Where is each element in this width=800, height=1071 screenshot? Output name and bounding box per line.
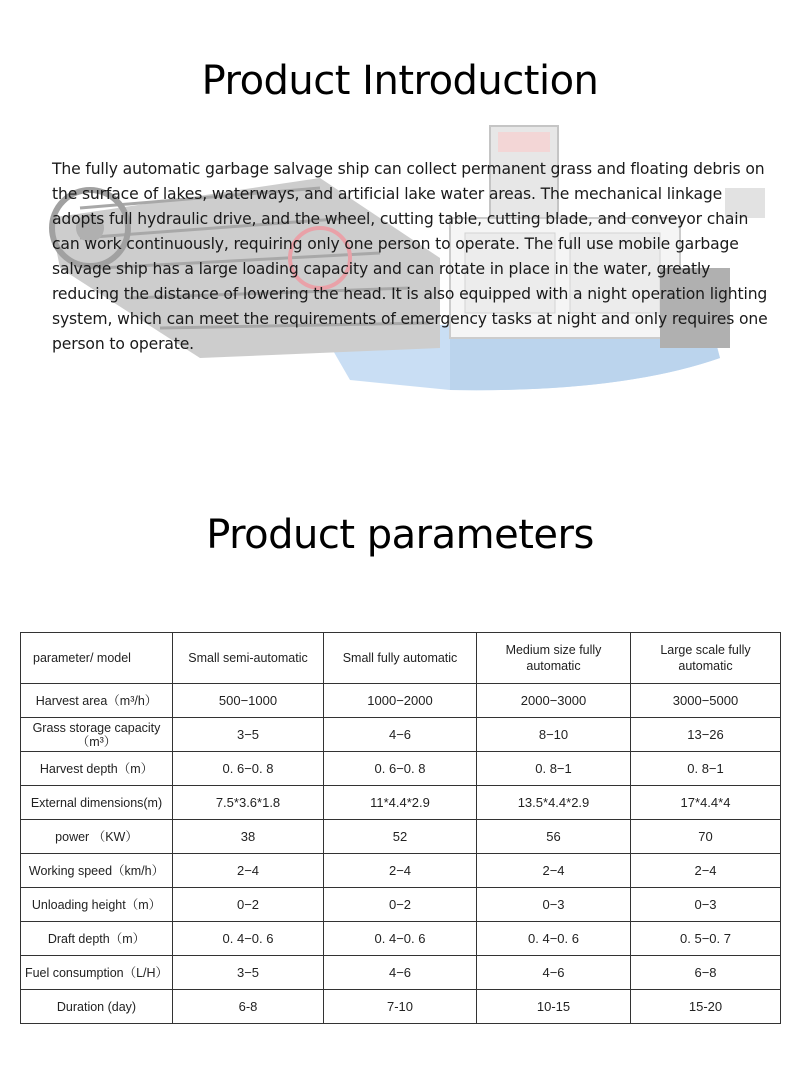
table-row [21,820,781,854]
table-cell: 0−2 [324,888,477,922]
table-cell: 4−6 [324,956,477,990]
table-row [21,990,781,1024]
row-label: Unloading height（m） [21,888,173,922]
intro-title: Product Introduction [201,58,599,104]
table-cell: 6-8 [173,990,324,1024]
table-row [21,718,781,752]
table-cell: 38 [173,820,324,854]
table-cell: 2000−3000 [477,684,631,718]
row-label: Grass storage capacity（m³） [21,718,173,752]
row-label: Duration (day) [21,990,173,1024]
header-cell: Medium size fully automatic [477,633,631,684]
row-label: Harvest area（m³/h） [21,684,173,718]
table-cell: 0. 4−0. 6 [324,922,477,956]
table-cell: 2−4 [631,854,781,888]
table-row [21,854,781,888]
table-cell: 0−2 [173,888,324,922]
table-cell: 0. 4−0. 6 [477,922,631,956]
header-cell: Small semi-automatic [173,633,324,684]
params-title: Product parameters [206,512,594,558]
table-header-row [21,633,781,684]
table-cell: 0. 8−1 [477,752,631,786]
intro-description: The fully automatic garbage salvage ship can collect permanent grass and floating debris on the surface of lakes, waterways, and artificial lake water areas. The mechanical linkage adopts full hydraulic drive, and the wheel, cutting table, cutting blade, and conveyor chain can work continuously, requiring only one person to operate. The full use mobile garbage salvage ship has a large loading capacity and can rotate in place in the water, greatly reducing the distance of lowering the head. It is also equipped with a night operation lighting system, which can meet the requirements of emergency tasks at night and only requires one person to operate. [52,160,768,353]
row-label: power （KW） [21,820,173,854]
table-cell: 3−5 [173,956,324,990]
table-cell: 2−4 [477,854,631,888]
table-cell: 7.5*3.6*1.8 [173,786,324,820]
table-cell: 0. 4−0. 6 [173,922,324,956]
table-cell: 0. 5−0. 7 [631,922,781,956]
table-cell: 0. 6−0. 8 [173,752,324,786]
row-label: External dimensions(m) [21,786,173,820]
table-cell: 3000−5000 [631,684,781,718]
row-label: Working speed（km/h） [21,854,173,888]
table-cell: 0. 6−0. 8 [324,752,477,786]
table-cell: 4−6 [477,956,631,990]
table-cell: 13.5*4.4*2.9 [477,786,631,820]
parameters-table [20,632,781,1024]
table-cell: 3−5 [173,718,324,752]
table-cell: 56 [477,820,631,854]
table-cell: 0. 8−1 [631,752,781,786]
table-cell: 8−10 [477,718,631,752]
row-label: Harvest depth（m） [21,752,173,786]
table-cell: 2−4 [173,854,324,888]
table-cell: 0−3 [631,888,781,922]
table-row [21,888,781,922]
table-cell: 70 [631,820,781,854]
table-row [21,922,781,956]
table-cell: 4−6 [324,718,477,752]
row-label: Fuel consumption（L/H） [21,956,173,990]
table-cell: 17*4.4*4 [631,786,781,820]
header-cell: Small fully automatic [324,633,477,684]
table-row [21,786,781,820]
table-cell: 2−4 [324,854,477,888]
header-cell: parameter/ model [21,633,173,684]
table-cell: 7-10 [324,990,477,1024]
header-cell: Large scale fully automatic [631,633,781,684]
table-cell: 10-15 [477,990,631,1024]
table-cell: 500−1000 [173,684,324,718]
table-cell: 15-20 [631,990,781,1024]
table-cell: 11*4.4*2.9 [324,786,477,820]
row-label: Draft depth（m） [21,922,173,956]
table-cell: 13−26 [631,718,781,752]
table-row [21,752,781,786]
table-cell: 52 [324,820,477,854]
table-cell: 0−3 [477,888,631,922]
table-row [21,684,781,718]
table-cell: 1000−2000 [324,684,477,718]
table-row [21,956,781,990]
table-cell: 6−8 [631,956,781,990]
